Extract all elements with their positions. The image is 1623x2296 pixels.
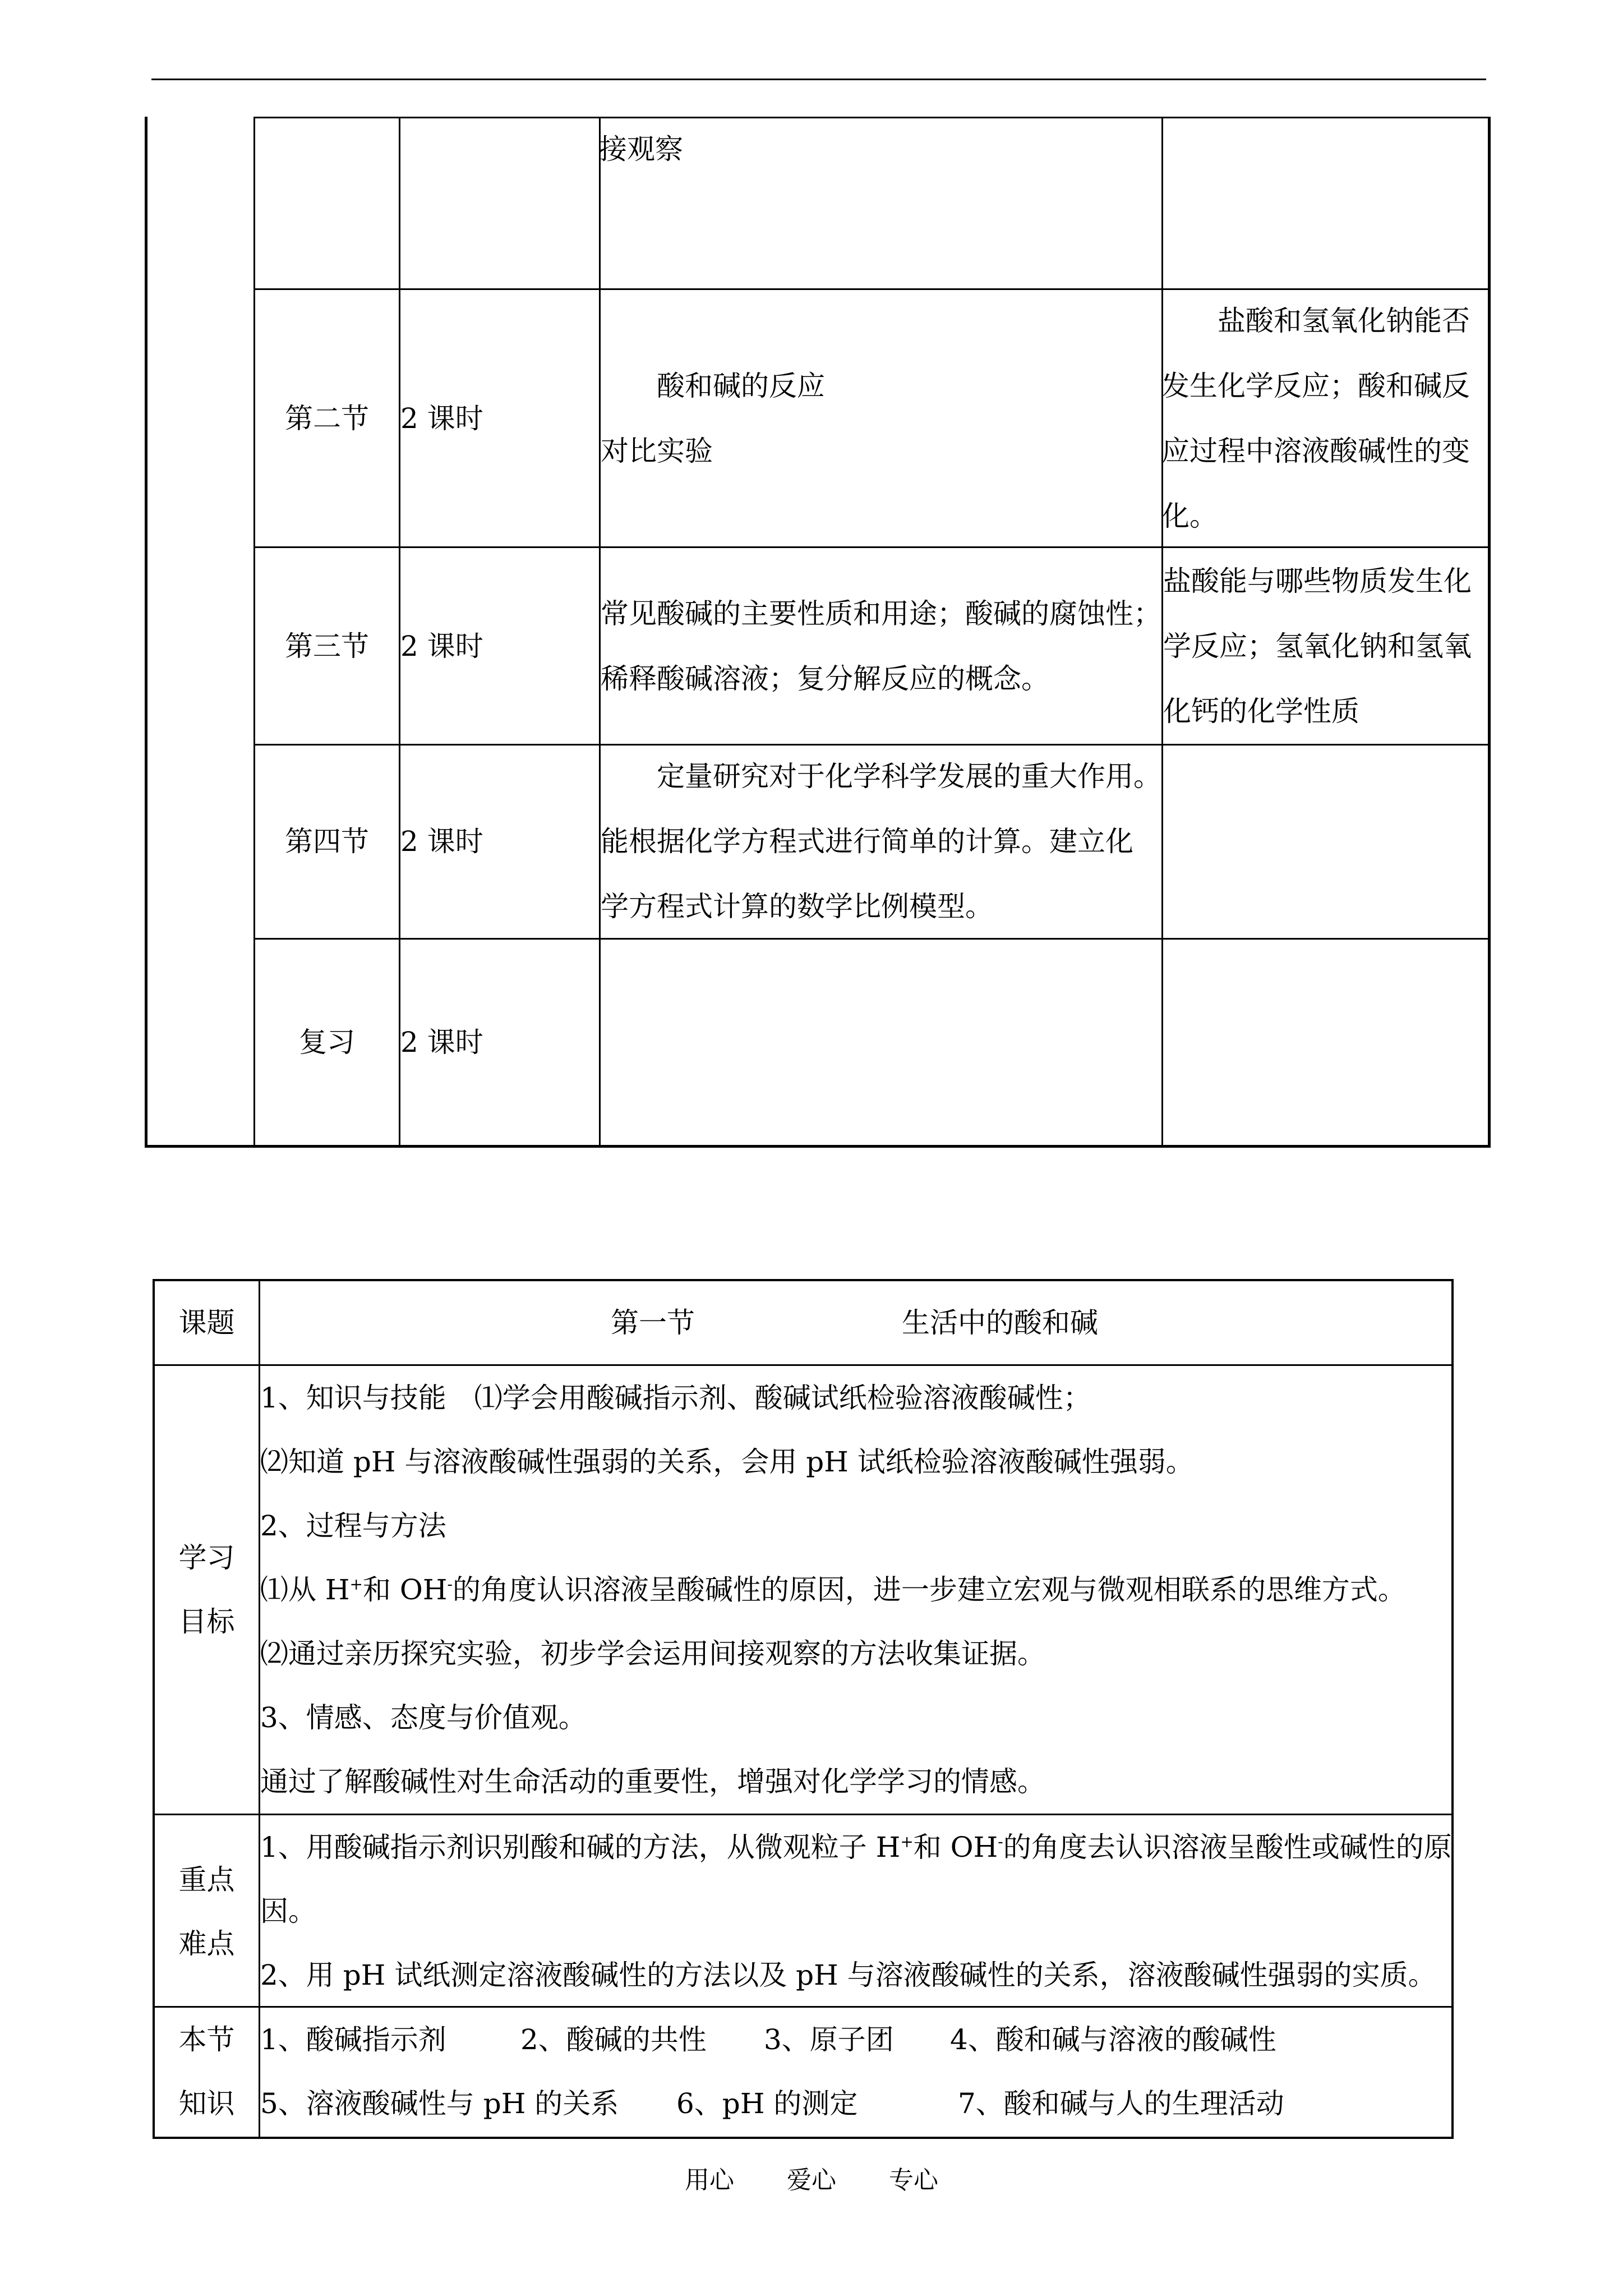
goal-line: ⑵通过亲历探究实验，初步学会运用间接观察的方法收集证据。 [260,1637,1045,1670]
goal-line: ⑵知道 pH 与溶液酸碱性强弱的关系，会用 pH 试纸检验溶液酸碱性强弱。 [260,1446,1194,1478]
knowledge-label: 知识 [178,2087,235,2120]
goal-line: 2、过程与方法 [260,1510,446,1542]
table-cell: 2 课时 [400,630,483,662]
schedule-table [145,117,1491,1148]
table-cell: 对比实验 [601,435,713,467]
table-border [253,117,1491,118]
goals-label: 学习 [178,1542,235,1574]
header-rule [151,79,1486,80]
table-cell: 学方程式计算的数学比例模型。 [601,890,993,923]
table-border [253,546,1491,548]
key-line: 2、用 pH 试纸测定溶液酸碱性的方法以及 pH 与溶液酸碱性的关系，溶液酸碱性强弱的实质。 [260,1959,1436,1991]
footer-text: 专心 [889,2166,938,2194]
table-cell: 发生化学反应；酸和碱反 [1161,370,1470,402]
table-cell: 第四节 [285,825,369,858]
table-cell: 化钙的化学性质 [1163,695,1359,728]
table-cell: 盐酸能与哪些物质发生化 [1163,565,1472,597]
knowledge-item: 1、酸碱指示剂 [260,2023,446,2056]
table-border [145,117,147,1148]
table-cell: 盐酸和氢氧化钠能否 [1161,305,1470,337]
table-cell: 2 课时 [400,402,483,435]
knowledge-item: 2、酸碱的共性 [520,2023,707,2056]
knowledge-item: 5、溶液酸碱性与 pH 的关系 [260,2087,619,2120]
knowledge-item: 7、酸和碱与人的生理活动 [958,2087,1284,2120]
table-cell: 应过程中溶液酸碱性的变 [1161,435,1470,467]
key-line: 1、用酸碱指示剂识别酸和碱的方法，从微观粒子 H+和 OH-的角度去认识溶液呈酸性或碱性的原 [260,1831,1452,1864]
knowledge-item: 3、原子团 [764,2023,894,2056]
key-label: 难点 [178,1927,235,1960]
knowledge-item: 6、pH 的测定 [676,2087,858,2120]
table-cell: 复习 [299,1026,355,1059]
table-cell: 学反应；氢氧化钠和氢氧 [1163,630,1472,662]
table-cell: 稀释酸碱溶液；复分解反应的概念。 [601,662,1049,695]
table-cell: 常见酸碱的主要性质和用途；酸碱的腐蚀性； [601,597,1161,630]
topic-label: 课题 [178,1306,235,1339]
footer-text: 用心 [685,2166,734,2194]
table-cell: 酸和碱的反应 [601,370,825,402]
page-footer [0,2160,1623,2196]
table-cell: 2 课时 [400,1026,483,1059]
goal-line: 1、知识与技能 ⑴学会用酸碱指示剂、酸碱试纸检验溶液酸碱性； [260,1382,1091,1414]
topic-title: 生活中的酸和碱 [902,1306,1098,1339]
table-border [145,1145,1491,1148]
footer-text: 爱心 [787,2166,836,2194]
table-cell: 第二节 [285,402,369,435]
key-label: 重点 [178,1864,235,1896]
table-cell: 接观察 [599,133,683,165]
key-line: 因。 [260,1895,316,1927]
table-cell: 能根据化学方程式进行简单的计算。建立化 [601,825,1133,858]
table-cell: 定量研究对于化学科学发展的重大作用。 [601,760,1161,793]
goal-line: ⑴从 H+和 OH-的角度认识溶液呈酸碱性的原因，进一步建立宏观与微观相联系的思维方式。 [260,1573,1406,1606]
table-cell: 第三节 [285,630,369,662]
lesson-plan-table [153,1279,1454,2139]
table-cell: 化。 [1161,500,1218,532]
table-border [1488,117,1491,1148]
goals-label: 目标 [178,1605,235,1638]
knowledge-label: 本节 [178,2023,235,2056]
table-cell: 2 课时 [400,825,483,858]
goal-line: 3、情感、态度与价值观。 [260,1701,587,1734]
goal-line: 通过了解酸碱性对生命活动的重要性，增强对化学学习的情感。 [260,1765,1045,1798]
topic-section: 第一节 [611,1306,695,1339]
knowledge-item: 4、酸和碱与溶液的酸碱性 [950,2023,1276,2056]
